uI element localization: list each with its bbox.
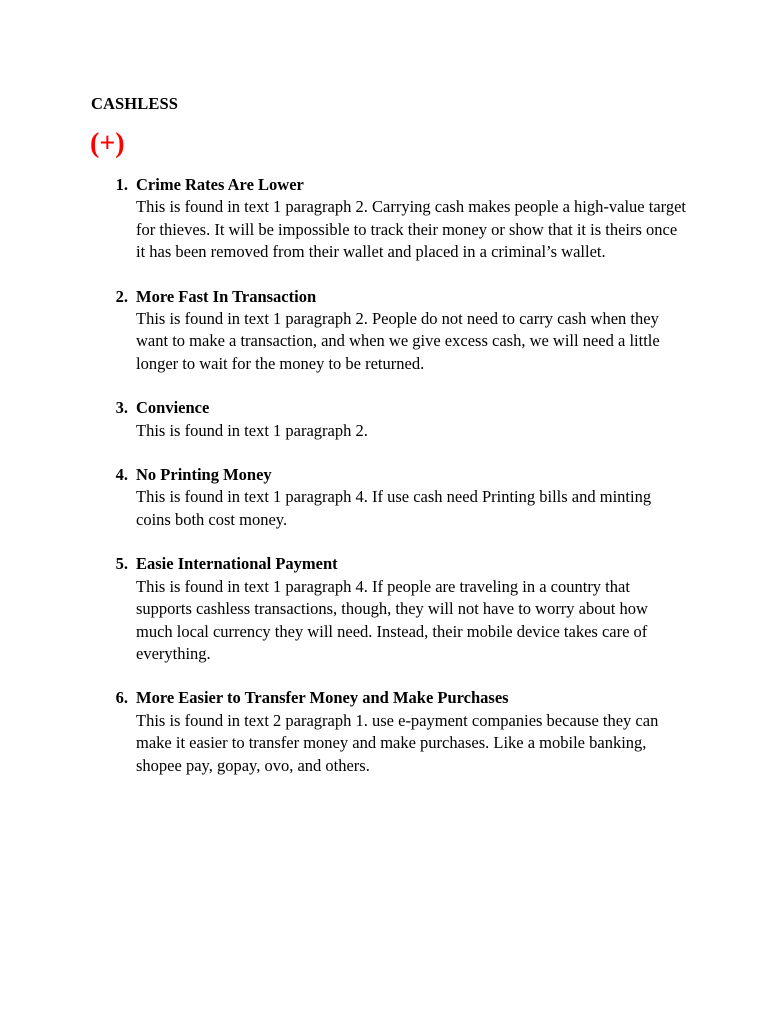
document-title: CASHLESS <box>91 94 179 113</box>
item-number: 1. <box>115 175 128 194</box>
item-heading: No Printing Money <box>136 465 272 485</box>
item-number: 2. <box>115 286 128 306</box>
item-body <box>136 174 688 264</box>
item-heading: Easie International Payment <box>136 554 338 574</box>
item-heading: More Fast In Transaction <box>136 286 317 306</box>
item-text: This is found in text 1 paragraph 2. <box>136 420 368 440</box>
item-text: This is found in text 1 paragraph 2. Carrying cash makes people a high-value target for thieves. It will be impossible to track their money or show that it is theirs once it has been removed from their wallet and placed in a criminal’s wallet. <box>136 197 686 262</box>
item-body <box>136 286 688 376</box>
item-body <box>136 687 688 777</box>
item-number: 6. <box>115 688 128 708</box>
item-number: 3. <box>115 398 128 418</box>
item-heading: Convience <box>136 398 210 418</box>
advantages-list <box>0 174 768 799</box>
item-heading: Crime Rates Are Lower <box>136 175 304 194</box>
list-item <box>0 464 768 531</box>
item-text: This is found in text 1 paragraph 4. If people are traveling in a country that supports cashless transactions, though, they will not have to worry about how much local currency they will need. Instead, their mobile device takes care of everything. <box>136 576 648 663</box>
list-item <box>0 553 768 665</box>
advantages-marker: (+) <box>90 128 125 159</box>
item-heading: More Easier to Transfer Money and Make Purchases <box>136 688 509 708</box>
item-text: This is found in text 1 paragraph 2. People do not need to carry cash when they want to make a transaction, and when we give excess cash, we will need a little longer to wait for the money to be returned. <box>136 309 660 373</box>
list-item <box>0 397 768 442</box>
item-number: 5. <box>115 554 128 574</box>
item-body <box>136 464 688 531</box>
item-body <box>136 397 688 442</box>
list-item <box>0 286 768 376</box>
item-text: This is found in text 1 paragraph 4. If use cash need Printing bills and minting coins both cost money. <box>136 487 652 529</box>
item-body <box>136 553 688 665</box>
item-number: 4. <box>115 465 128 485</box>
list-item <box>0 687 768 777</box>
list-item <box>0 174 768 264</box>
item-text: This is found in text 2 paragraph 1. use e-payment companies because they can make it easier to transfer money and make purchases. Like a mobile banking, shopee pay, gopay, ovo, and others. <box>136 710 659 775</box>
